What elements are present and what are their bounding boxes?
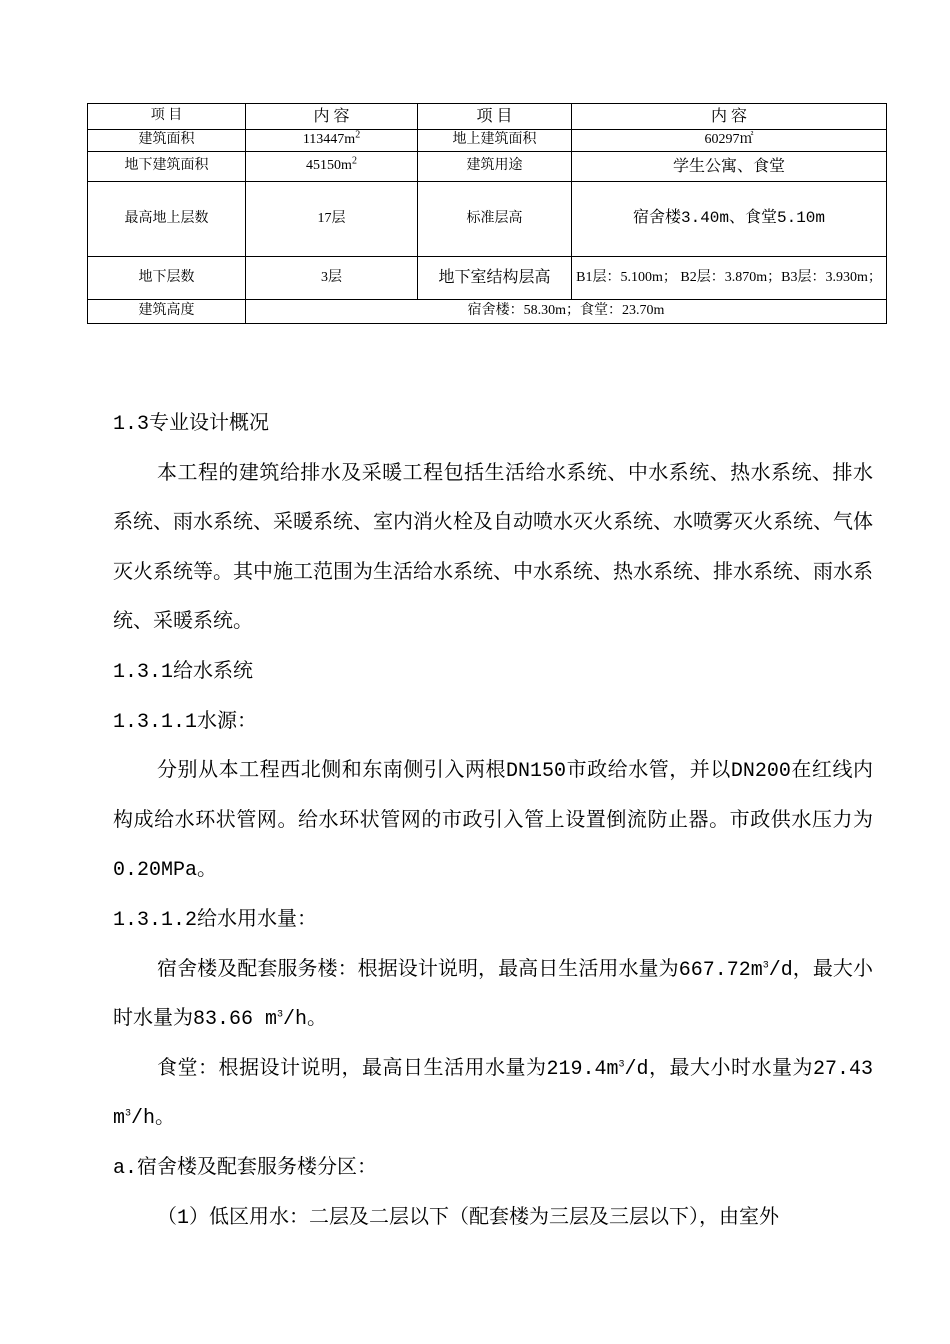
table-row xyxy=(88,152,887,182)
building-info-table xyxy=(87,103,887,324)
row-value: $45150m^2$ xyxy=(246,152,418,182)
row-label: 地上建筑面积 xyxy=(418,130,572,152)
row-value: 17层 xyxy=(246,182,418,257)
document-body xyxy=(113,400,873,1243)
row-label: 标准层高 xyxy=(418,182,572,257)
row-value: 学生公寓、食堂 xyxy=(572,152,887,182)
paragraph: 本工程的建筑给排水及采暖工程包括生活给水系统、中水系统、热水系统、排水系统、雨水系统、采暖系统、室内消火栓及自动喷水灭火系统、水喷雾灭火系统、气体灭火系统等。其中施工范围为生活给水系统、中水系统、热水系统、排水系统、雨水系统、采暖系统。 xyxy=(113,462,873,635)
table-header-row xyxy=(88,104,887,130)
section-heading: a.宿舍楼及配套服务楼分区： xyxy=(113,1156,378,1180)
header-content-2: 内 容 xyxy=(572,104,887,130)
paragraph: （1）低区用水：二层及二层以下（配套楼为三层及三层以下），由室外 xyxy=(157,1206,780,1230)
row-label: 建筑面积 xyxy=(88,130,246,152)
row-value: $113447m^2$ xyxy=(246,130,418,152)
row-label: 地下层数 xyxy=(88,257,246,300)
header-item-1: 项 目 xyxy=(88,104,246,130)
table-row xyxy=(88,182,887,257)
row-label: 建筑用途 xyxy=(418,152,572,182)
section-heading: 1.3.1.2给水用水量： xyxy=(113,908,318,932)
header-item-2: 项 目 xyxy=(418,104,572,130)
paragraph: 食堂：根据设计说明，最高日生活用水量为$219.4m^3/d$，最大小时水量为27.43 $m^3/h$。 xyxy=(113,1057,873,1131)
row-value: 3层 xyxy=(246,257,418,300)
section-heading: 1.3专业设计概况 xyxy=(113,413,270,436)
section-heading: 1.3.1给水系统 xyxy=(113,660,254,684)
row-label: 建筑高度 xyxy=(88,300,246,324)
table-row xyxy=(88,300,887,324)
row-value: B1层：5.100m； B2层：3.870m；B3层：3.930m； xyxy=(572,257,887,300)
table-row xyxy=(88,130,887,152)
row-value: 宿舍楼：58.30m；食堂：23.70m xyxy=(246,300,887,324)
paragraph: 分别从本工程西北侧和东南侧引入两根DN150市政给水管，并以DN200在红线内构成给水环状管网。给水环状管网的市政引入管上设置倒流防止器。市政供水压力为0.20MPa。 xyxy=(113,760,873,883)
section-heading: 1.3.1.1水源： xyxy=(113,710,258,734)
row-value: 60297㎡ xyxy=(572,130,887,152)
row-label: 地下建筑面积 xyxy=(88,152,246,182)
row-label: 最高地上层数 xyxy=(88,182,246,257)
row-value: 宿舍楼3.40m、食堂5.10m xyxy=(572,182,887,257)
paragraph: 宿舍楼及配套服务楼：根据设计说明，最高日生活用水量为$667.72m^3/d$，最大小时水量为83.66 $m^3/h$。 xyxy=(113,958,873,1032)
table-row xyxy=(88,257,887,300)
row-label: 地下室结构层高 xyxy=(418,257,572,300)
header-content-1: 内 容 xyxy=(246,104,418,130)
